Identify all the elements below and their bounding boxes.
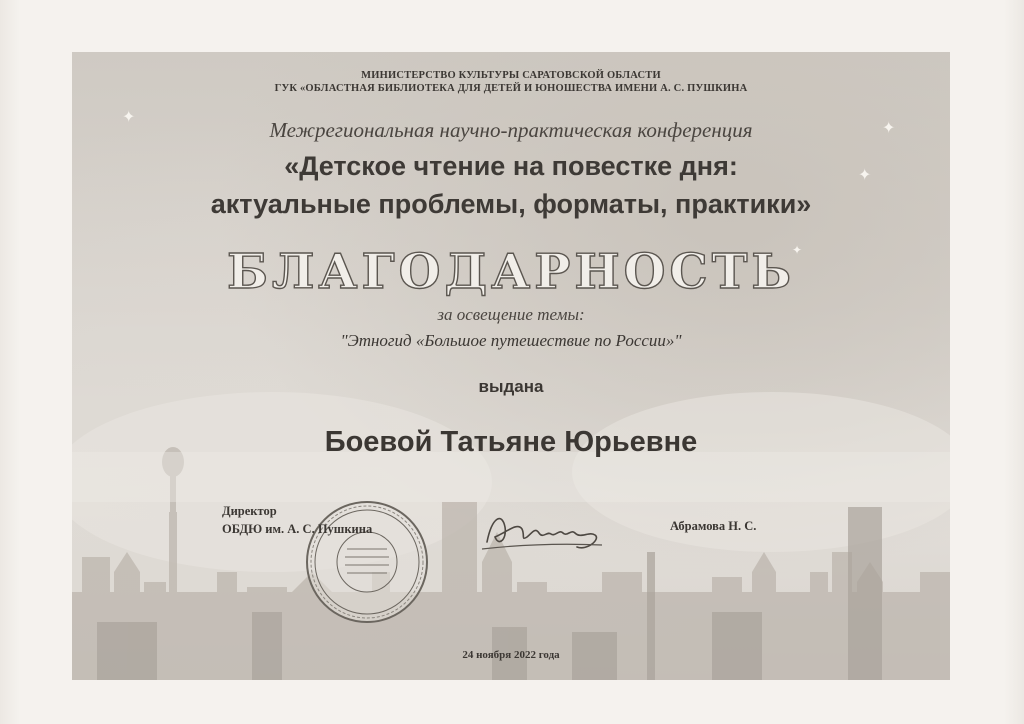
ministry-name: МИНИСТЕРСТВО КУЛЬТУРЫ САРАТОВСКОЙ ОБЛАСТИ bbox=[361, 70, 661, 81]
director-title: Директор bbox=[222, 504, 277, 518]
director-name: Абрамова Н. С. bbox=[670, 519, 757, 533]
issue-date: 24 ноября 2022 года bbox=[462, 649, 560, 661]
certificate-heading: БЛАГОДАРНОСТЬ bbox=[226, 244, 796, 300]
for-topic-label: за освещение темы: bbox=[437, 305, 585, 324]
topic-title: "Этногид «Большое путешествие по России»" bbox=[340, 331, 682, 350]
recipient-name: Боевой Татьяне Юрьевне bbox=[324, 426, 698, 458]
handwritten-signature-icon bbox=[477, 507, 617, 557]
city-skyline-icon bbox=[72, 52, 950, 680]
conference-title-line2: актуальные проблемы, форматы, практики» bbox=[210, 189, 812, 219]
conference-title-line1: «Детское чтение на повестке дня: bbox=[284, 151, 738, 181]
library-name: ГУК «ОБЛАСТНАЯ БИБЛИОТЕКА ДЛЯ ДЕТЕЙ И ЮНОШЕСТВА ИМЕНИ А. С. ПУШКИНА bbox=[274, 83, 748, 94]
sparkle-icon: ✦ bbox=[122, 107, 136, 126]
sparkle-icon: ✦ bbox=[858, 165, 872, 184]
director-organization: ОБДЮ им. А. С. Пушкина bbox=[222, 522, 373, 536]
issued-label: выдана bbox=[478, 377, 544, 396]
sparkle-icon: ✦ bbox=[792, 243, 803, 257]
certificate bbox=[72, 52, 950, 680]
conference-type: Межрегиональная научно-практическая конференция bbox=[269, 118, 753, 142]
sparkle-icon: ✦ bbox=[882, 118, 896, 137]
